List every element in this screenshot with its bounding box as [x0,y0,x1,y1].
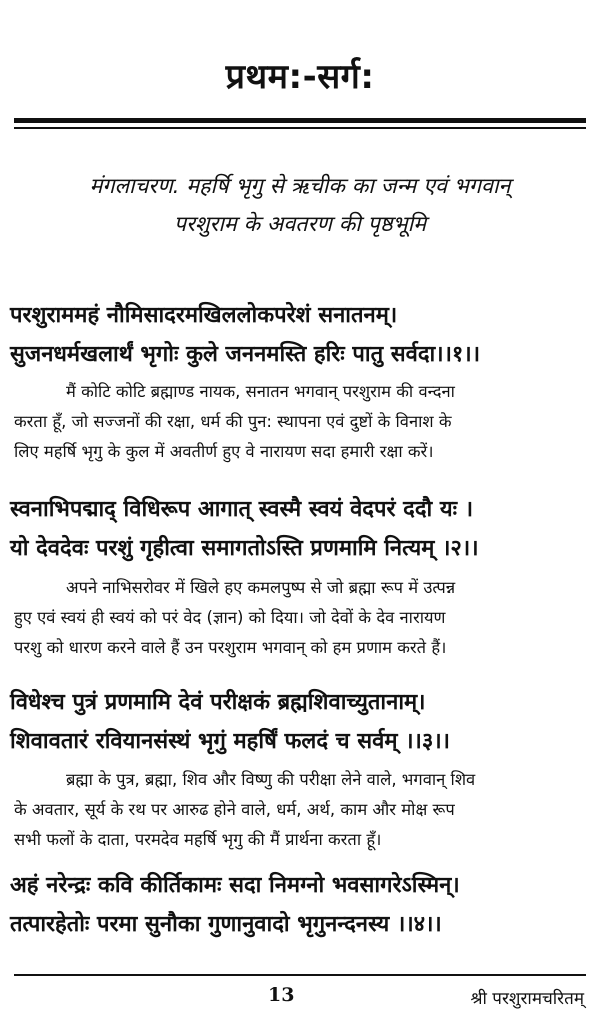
page-number: 13 [268,984,295,1006]
verse-3 [10,683,450,761]
translation-line: लिए महर्षि भृगु के कुल में अवतीर्ण हुए वे नारायण सदा हमारी रक्षा करें। [14,442,434,461]
footer-rule [14,974,586,976]
verse-1-translation [14,377,584,467]
verse-3-translation [14,765,584,855]
verse-1 [10,296,480,374]
verse-1-line-2: सुजनधर्मखलार्थं भृगोः कुले जननमस्ति हरिः पातु सर्वदा।।१।। [10,342,481,367]
verse-2 [10,490,479,568]
verse-3-line-2: शिवावतारं रवियानसंस्थं भृगुं महर्षिं फलदं च सर्वम् ।।३।। [10,729,451,754]
translation-line: सभी फलों के दाता, परमदेव महर्षि भृगु की मैं प्रार्थना करता हूँ। [14,830,382,849]
translation-line: अपने नाभिसरोवर में खिले हए कमलपुष्प से जो ब्रह्मा रूप में उत्पन्न [66,578,456,597]
subtitle-line-2: परशुराम के अवतरण की पृष्ठभूमि [173,212,427,237]
verse-4-line-2: तत्पारहेतोः परमा सुनौका गुणानुवादो भृगुनन्दनस्य ।।४।। [10,912,442,937]
chapter-title: प्रथम:-सर्ग: [225,57,375,97]
verse-2-line-1: स्वनाभिपद्माद् विधिरूप आगात् स्वस्मै स्वयं वेदपरं ददौ यः । [10,497,474,522]
translation-line: करता हूँ, जो सज्जनों की रक्षा, धर्म की पुन: स्थापना एवं दुष्टों के विनाश के [14,412,452,431]
translation-line: मैं कोटि कोटि ब्रह्माण्ड नायक, सनातन भगवान् परशुराम की वन्दना [66,382,455,401]
title-rule-thick [14,118,586,123]
verse-4-line-1: अहं नरेन्द्रः कवि कीर्तिकामः सदा निमग्नो भवसागरेऽस्मिन्। [10,873,460,898]
verse-2-translation [14,573,584,663]
verse-2-line-2: यो देवदेवः परशुं गृहीत्वा समागतोऽस्ति प्रणमामि नित्यम् ।२।। [10,536,479,561]
verse-4 [10,866,460,944]
translation-line: के अवतार, सूर्य के रथ पर आरुढ होने वाले, धर्म, अर्थ, काम और मोक्ष रूप [14,800,455,819]
translation-line: परशु को धारण करने वाले हैं उन परशुराम भगवान् को हम प्रणाम करते हैं। [14,638,447,657]
title-rule-thin [14,127,586,129]
verse-1-line-1: परशुराममहं नौमिसादरमखिललोकपरेशं सनातनम्। [10,303,398,328]
chapter-subtitle [20,168,580,244]
verse-3-line-1: विधेश्च पुत्रं प्रणमामि देवं परीक्षकं ब्रह्मशिवाच्युतानाम्। [10,690,426,715]
subtitle-line-1: मंगलाचरण. महर्षि भृगु से ऋचीक का जन्म एवं भगवान् [89,174,511,199]
running-title: श्री परशुरामचरितम् [470,989,584,1009]
translation-line: ब्रह्मा के पुत्र, ब्रह्मा, शिव और विष्णु की परीक्षा लेने वाले, भगवान् शिव [66,770,476,789]
translation-line: हुए एवं स्वयं ही स्वयं को परं वेद (ज्ञान) को दिया। जो देवों के देव नारायण [14,608,446,627]
